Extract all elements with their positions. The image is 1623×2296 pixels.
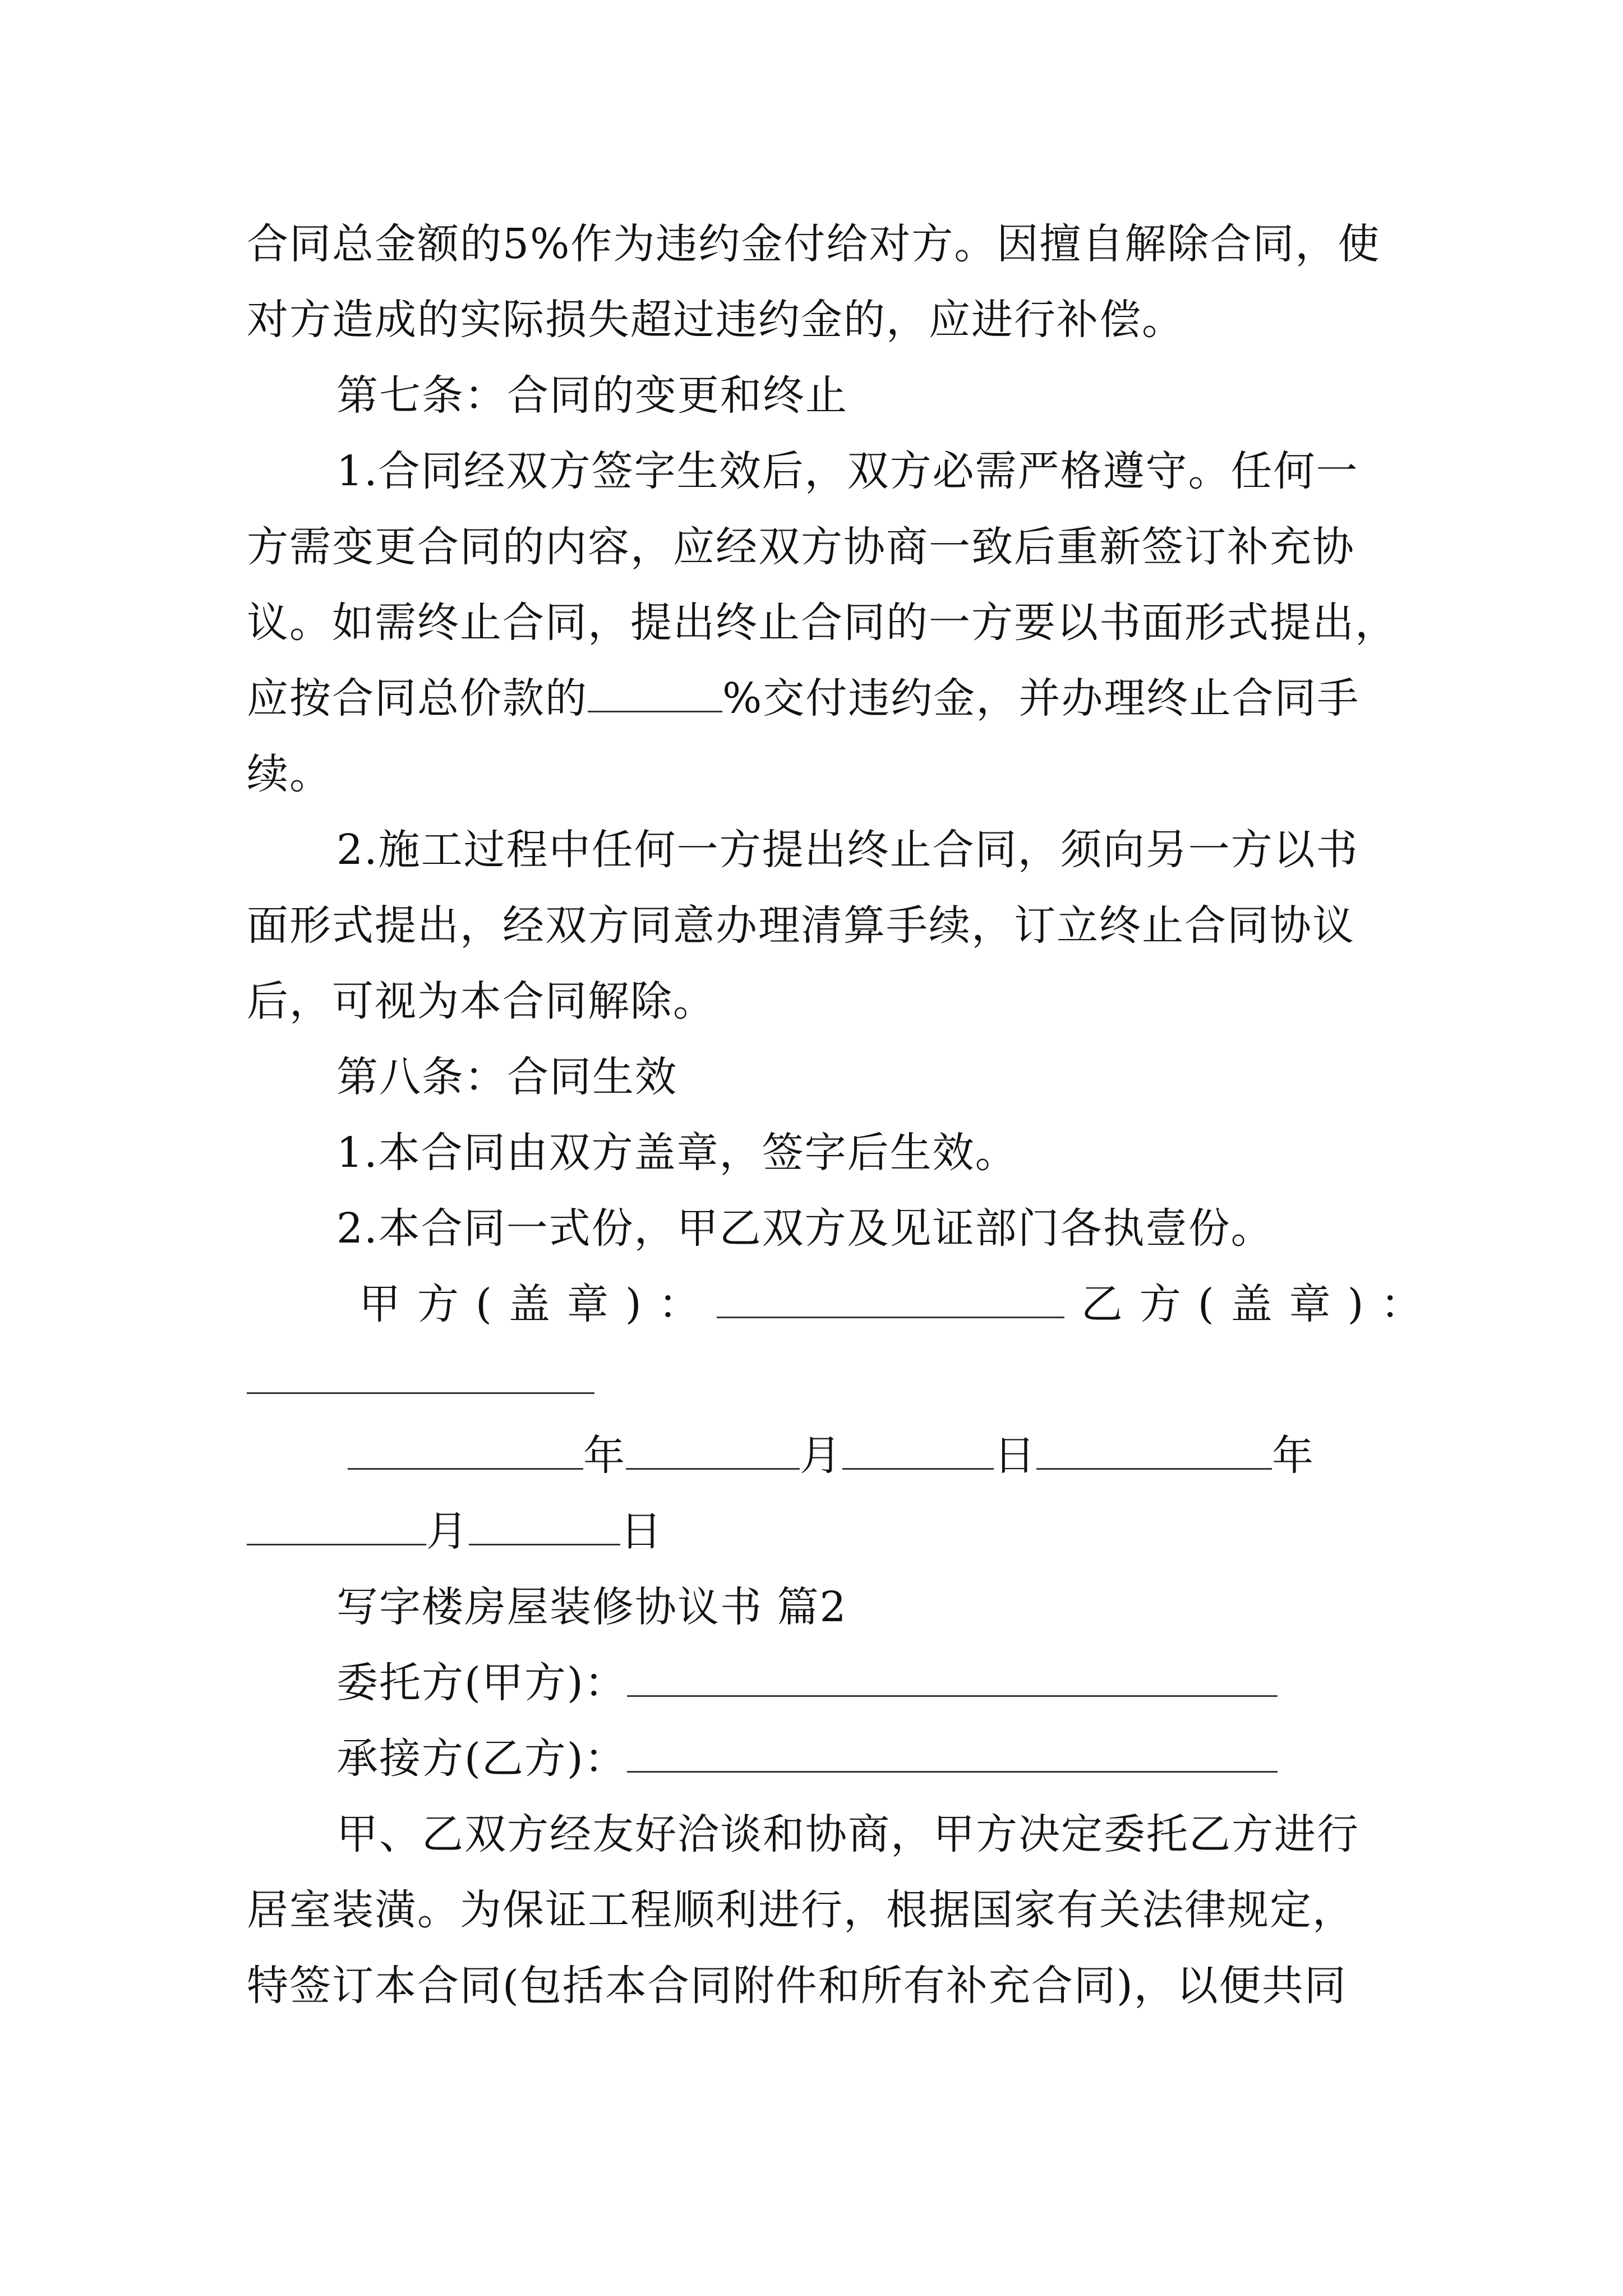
section-title-part-2: 写字楼房屋装修协议书 篇2 bbox=[336, 1583, 847, 1631]
client-label: 委托方(甲方)： bbox=[336, 1659, 627, 1707]
day-blank[interactable] bbox=[842, 1429, 994, 1470]
day-label: 日 bbox=[994, 1432, 1036, 1480]
date-line bbox=[348, 1428, 1315, 1484]
text-line: 居室装潢。为保证工程顺利进行，根据国家有关法律规定， bbox=[247, 1886, 1355, 1934]
text-line: 2.施工过程中任何一方提出终止合同，须向另一方以书 bbox=[336, 826, 1359, 874]
text-line: 续。 bbox=[247, 750, 332, 798]
section-heading-article-8: 第八条：合同生效 bbox=[336, 1053, 677, 1101]
month-label: 月 bbox=[426, 1507, 469, 1556]
text-line: 1.合同经双方签字生效后，双方必需严格遵守。任何一 bbox=[336, 447, 1359, 495]
text-segment: %交付违约金，并办理终止合同手 bbox=[722, 674, 1360, 723]
signature-line bbox=[359, 1276, 1439, 1332]
party-b-seal-blank[interactable] bbox=[247, 1353, 594, 1394]
text-line: 1.本合同由双方盖章，签字后生效。 bbox=[336, 1129, 1018, 1177]
year-label: 年 bbox=[1272, 1432, 1315, 1480]
text-line-with-blank bbox=[247, 670, 1359, 726]
day-label: 日 bbox=[620, 1507, 663, 1556]
month-label: 月 bbox=[800, 1432, 842, 1480]
text-line: 合同总金额的5%作为违约金付给对方。因擅自解除合同，使 bbox=[247, 220, 1381, 268]
fill-in-blank[interactable] bbox=[588, 671, 722, 712]
party-b-seal-blank-line bbox=[247, 1352, 594, 1408]
party-a-seal-blank[interactable] bbox=[717, 1277, 1064, 1318]
text-line: 面形式提出，经双方同意办理清算手续，订立终止合同协议 bbox=[247, 901, 1355, 950]
client-blank[interactable] bbox=[627, 1656, 1278, 1697]
month-blank[interactable] bbox=[626, 1429, 800, 1470]
text-line: 2.本合同一式份，甲乙双方及见证部门各执壹份。 bbox=[336, 1204, 1274, 1253]
contractor-label: 承接方(乙方)： bbox=[336, 1734, 627, 1783]
text-line: 议。如需终止合同，提出终止合同的一方要以书面形式提出， bbox=[247, 599, 1398, 647]
year-blank[interactable] bbox=[1036, 1429, 1272, 1470]
text-line: 后，可视为本合同解除。 bbox=[247, 977, 716, 1025]
date-line-continued bbox=[247, 1503, 663, 1559]
text-line: 对方造成的实际损失超过违约金的，应进行补偿。 bbox=[247, 296, 1184, 344]
year-label: 年 bbox=[583, 1432, 626, 1480]
contractor-blank[interactable] bbox=[627, 1732, 1278, 1773]
year-blank[interactable] bbox=[348, 1429, 583, 1470]
text-line: 甲、乙双方经友好洽谈和协商，甲方决定委托乙方进行 bbox=[336, 1810, 1359, 1858]
party-a-seal-label: 甲方(盖章)： bbox=[359, 1280, 717, 1328]
text-segment: 应按合同总价款的 bbox=[247, 674, 588, 723]
day-blank[interactable] bbox=[469, 1504, 620, 1545]
contractor-line bbox=[336, 1731, 1278, 1787]
section-heading-article-7: 第七条：合同的变更和终止 bbox=[336, 371, 848, 420]
month-blank[interactable] bbox=[247, 1504, 426, 1545]
text-line: 特签订本合同(包括本合同附件和所有补充合同)，以便共同 bbox=[247, 1962, 1347, 2010]
client-line bbox=[336, 1655, 1278, 1711]
party-b-seal-label: 乙方(盖章)： bbox=[1081, 1280, 1439, 1328]
text-line: 方需变更合同的内容，应经双方协商一致后重新签订补充协 bbox=[247, 523, 1355, 571]
